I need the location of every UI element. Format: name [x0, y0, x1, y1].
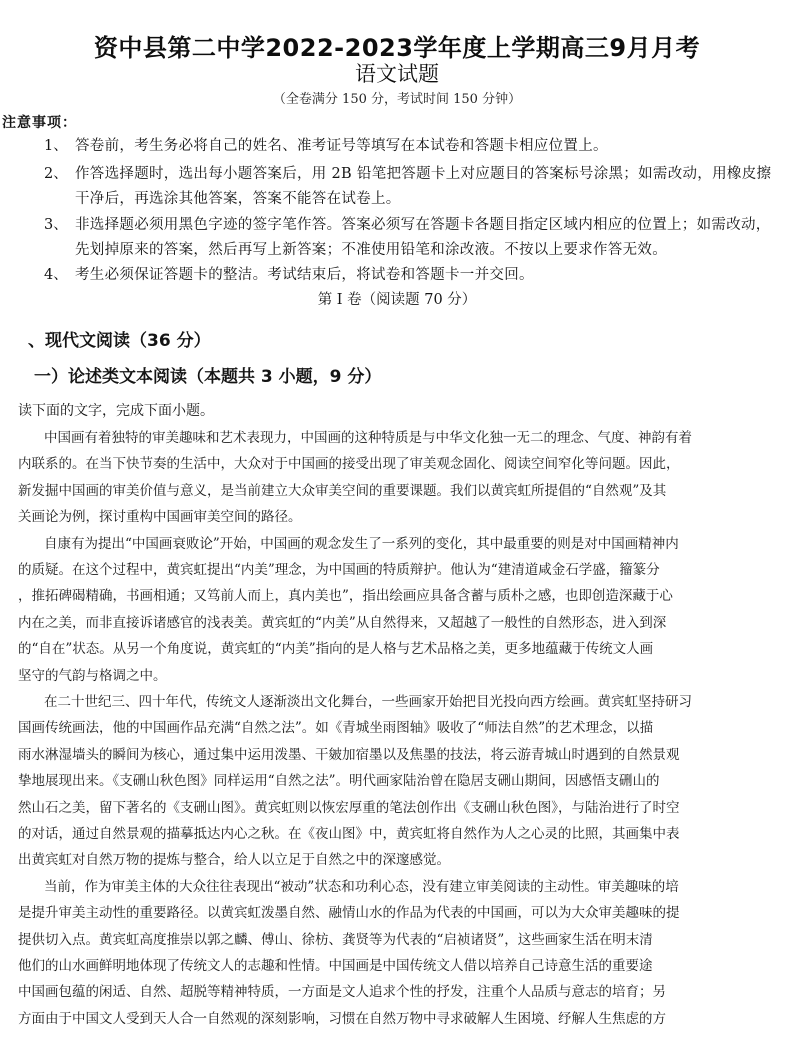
passage-line: 出黄宾虹对自然万物的提炼与整合，给人以立足于自然之中的深邃感觉。 [18, 852, 450, 869]
passage-line: 坚守的气韵与格调之中。 [18, 667, 167, 684]
passage-line: 雨水淋湿墙头的瞬间为核心，通过集中运用泼墨、干皴加宿墨以及焦墨的技法，将云游青城山时遇到的自然景观 [18, 746, 680, 763]
subsection-heading: 一）论述类文本阅读（本题共 3 小题，9 分） [34, 367, 382, 387]
passage-line: ，推拓碑碣精确，书画相通；又笃前人而上，真内美也”，指出绘画应具备含蓄与质朴之感，也即创造深藏于心 [18, 588, 673, 605]
section-heading: 、现代文阅读（36 分） [28, 331, 211, 351]
notice-heading: 注意事项： [2, 115, 77, 131]
notice-item-text: 作答选择题时，选出每小题答案后，用 2B 铅笔把答题卡上对应题目的答案标号涂黑；如需改动，用橡皮擦 [75, 166, 772, 182]
passage-line: 中国画包蕴的闲适、自然、超脱等精神特质，一方面是文人追求个性的抒发，注重个人品质与意志的培育；另 [18, 984, 666, 1001]
passage-line: 他们的山水画鲜明地体现了传统文人的志趣和性情。中国画是中国传统文人借以培养自己诗意生活的重要途 [18, 958, 653, 974]
notice-item-number: 1、 [44, 138, 68, 154]
passage-line: 方面由于中国文人受到天人合一自然观的深刻影响，习惯在自然万物中寻求破解人生困境、纾解人生焦虑的方 [18, 1010, 666, 1027]
passage-line: 自康有为提出“中国画衰败论”开始，中国画的观念发生了一系列的变化，其中最重要的则是对中国画精神内 [44, 535, 679, 552]
notice-item-text: 干净后，再选涂其他答案，答案不能答在试卷上。 [75, 191, 401, 207]
passage-line: 的质疑。在这个过程中，黄宾虹提出“内美”理念，为中国画的特质辩护。他认为“建清道咸金石学盛，籀篆分 [18, 562, 660, 578]
reading-instruction: 读下面的文字，完成下面小题。 [18, 403, 214, 419]
notice-item-number: 4、 [44, 267, 68, 283]
passage-line: 内联系的。在当下快节奏的生活中，大众对于中国画的接受出现了审美观念固化、阅读空间窄化等问题。因此， [18, 456, 680, 473]
passage-line: 挚地展现出来。《支硎山秋色图》同样运用“自然之法”。明代画家陆治曾在隐居支硎山期间，因感悟支硎山的 [18, 773, 660, 790]
passage-line: 当前，作为审美主体的大众往往表现出“被动”状态和功利心态，没有建立审美阅读的主动性。审美趣味的培 [44, 878, 679, 895]
passage-line: 内在之美，而非直接诉诸感官的浅表美。黄宾虹的“内美”从自然得来，又超越了一般性的自然形态，进入到深 [18, 614, 667, 631]
notice-item-text: 答卷前，考生务必将自己的姓名、准考证号等填写在本试卷和答题卡相应位置上。 [75, 138, 608, 154]
passage-line: 关画论为例，探讨重构中国画审美空间的路径。 [18, 509, 302, 526]
passage-line: 中国画有着独特的审美趣味和艺术表现力，中国画的这种特质是与中华文化独一无二的理念、气度、神韵有着 [44, 430, 692, 446]
notice-item-text: 非选择题必须用黑色字迹的签字笔作答。答案必须写在答题卡各题目指定区域内相应的位置上；如需改动， [75, 217, 771, 233]
passage-line: 是提升审美主动性的重要路径。以黄宾虹泼墨自然、融情山水的作品为代表的中国画，可以为大众审美趣味的提 [18, 905, 680, 922]
passage-line: 国画传统画法，他的中国画作品充满“自然之法”。如《青城坐雨图轴》吸收了“师法自然”的艺术理念，以描 [18, 720, 654, 737]
exam-subtitle: 语文试题 [355, 62, 439, 86]
notice-item-number: 2、 [44, 166, 68, 182]
part-title: 第 I 卷（阅读题 70 分） [317, 292, 477, 308]
notice-item-number: 3、 [44, 217, 68, 233]
passage-line: 新发掘中国画的审美价值与意义，是当前建立大众审美空间的重要课题。我们以黄宾虹所提倡的“自然观”及其 [18, 482, 667, 499]
passage-line: 然山石之美，留下著名的《支硎山图》。黄宾虹则以恢宏厚重的笔法创作出《支硎山秋色图》，与陆治进行了时空 [18, 799, 680, 816]
notice-item-text: 考生必须保证答题卡的整洁。考试结束后，将试卷和答题卡一并交回。 [75, 267, 534, 283]
exam-meta: （全卷满分 150 分，考试时间 150 分钟） [272, 92, 522, 107]
notice-item-text: 先划掉原来的答案，然后再写上新答案；不准使用铅笔和涂改液。不按以上要求作答无效。 [75, 242, 667, 258]
passage-line: 在二十世纪三、四十年代，传统文人逐渐淡出文化舞台，一些画家开始把目光投向西方绘画。黄宾虹坚持研习 [44, 694, 692, 710]
exam-title: 资中县第二中学2022-2023学年度上学期高三9月月考 [93, 34, 701, 62]
passage-line: 的“自在”状态。从另一个角度说，黄宾虹的“内美”指向的是人格与艺术品格之美，更多地蕴藏于传统文人画 [18, 641, 654, 658]
passage-line: 的对话，通过自然景观的描摹抵达内心之秋。在《夜山图》中，黄宾虹将自然作为人之心灵的比照，其画集中表 [18, 826, 680, 842]
passage-line: 提供切入点。黄宾虹高度推崇以郭之麟、傅山、徐枋、龚贤等为代表的“启祯诸贤”，这些画家生活在明末清 [18, 931, 653, 948]
